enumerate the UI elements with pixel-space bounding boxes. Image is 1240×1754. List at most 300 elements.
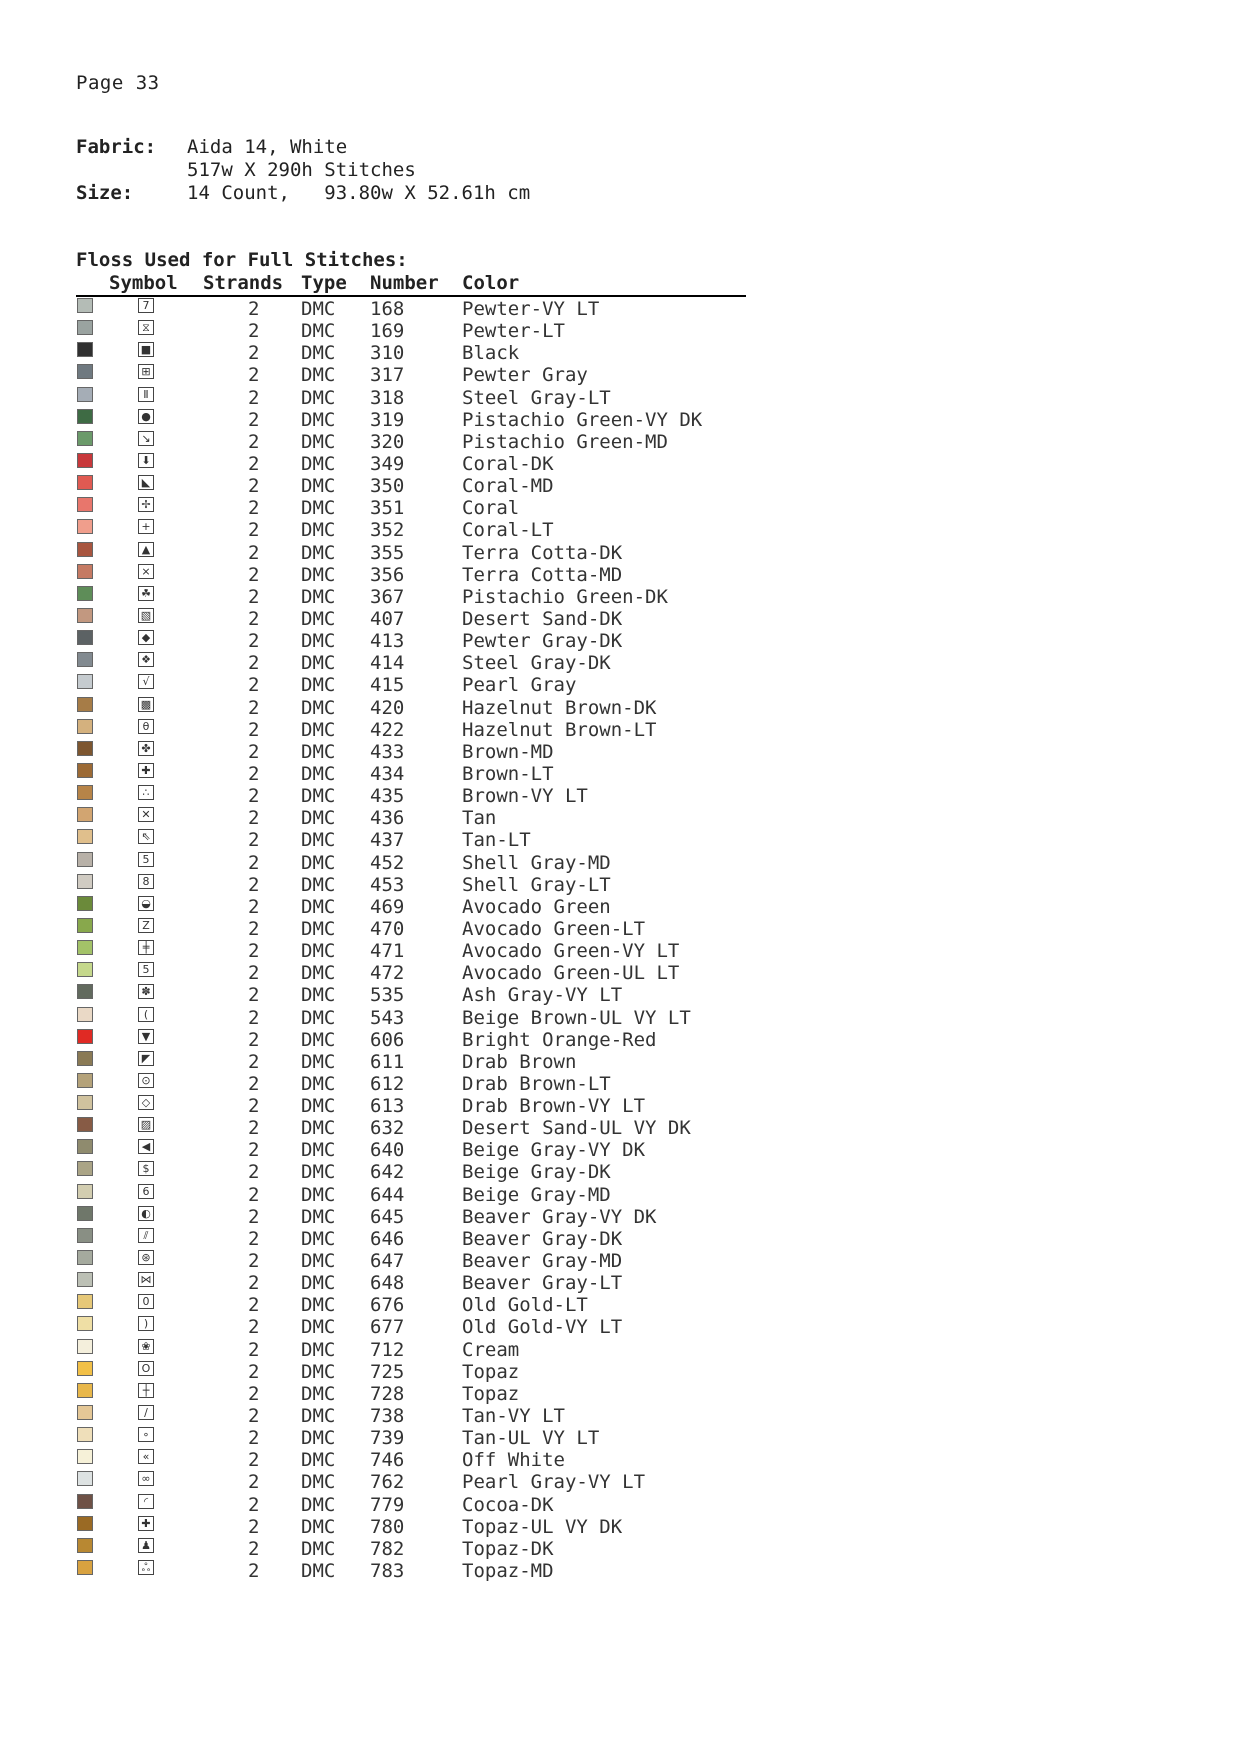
color-swatch	[77, 874, 93, 889]
table-row	[76, 585, 746, 607]
fabric-label: Fabric:	[76, 136, 157, 158]
color-swatch	[77, 1405, 93, 1420]
number-value: 640	[370, 1139, 405, 1162]
strands-value: 2	[248, 430, 260, 453]
color-swatch	[77, 719, 93, 734]
type-value: DMC	[301, 1272, 336, 1295]
color-swatch	[77, 542, 93, 557]
type-value: DMC	[301, 585, 336, 608]
type-value: DMC	[301, 917, 336, 940]
symbol-icon: ╪	[138, 940, 154, 955]
table-row	[76, 1515, 746, 1537]
symbol-icon: ஃ	[138, 1560, 154, 1575]
color-swatch	[77, 674, 93, 689]
symbol-icon: ◤	[138, 1051, 154, 1066]
type-value: DMC	[301, 430, 336, 453]
color-name: Beige Gray-DK	[462, 1161, 611, 1184]
color-name: Hazelnut Brown-LT	[462, 718, 657, 741]
number-value: 415	[370, 674, 405, 697]
strands-value: 2	[248, 674, 260, 697]
color-name: Drab Brown-LT	[462, 1072, 611, 1095]
strands-value: 2	[248, 1294, 260, 1317]
number-value: 310	[370, 342, 405, 365]
strands-value: 2	[248, 1471, 260, 1494]
table-row	[76, 319, 746, 341]
strands-value: 2	[248, 807, 260, 830]
number-value: 407	[370, 607, 405, 630]
symbol-icon: ◣	[138, 475, 154, 490]
table-row	[76, 1094, 746, 1116]
type-value: DMC	[301, 718, 336, 741]
color-name: Desert Sand-UL VY DK	[462, 1117, 691, 1140]
strands-value: 2	[248, 718, 260, 741]
number-value: 436	[370, 807, 405, 830]
table-row	[76, 607, 746, 629]
number-value: 780	[370, 1515, 405, 1538]
color-swatch	[77, 320, 93, 335]
strands-value: 2	[248, 1028, 260, 1051]
table-row	[76, 386, 746, 408]
table-row	[76, 1382, 746, 1404]
number-value: 644	[370, 1183, 405, 1206]
type-value: DMC	[301, 497, 336, 520]
type-value: DMC	[301, 807, 336, 830]
strands-value: 2	[248, 475, 260, 498]
type-value: DMC	[301, 1183, 336, 1206]
color-name: Ash Gray-VY LT	[462, 984, 623, 1007]
number-value: 645	[370, 1205, 405, 1228]
number-value: 349	[370, 452, 405, 475]
table-row	[76, 1293, 746, 1315]
color-swatch	[77, 1228, 93, 1243]
type-value: DMC	[301, 696, 336, 719]
table-row	[76, 1559, 746, 1581]
color-name: Old Gold-LT	[462, 1294, 588, 1317]
table-row	[76, 961, 746, 983]
color-swatch	[77, 763, 93, 778]
number-value: 470	[370, 917, 405, 940]
color-swatch	[77, 1449, 93, 1464]
number-value: 642	[370, 1161, 405, 1184]
type-value: DMC	[301, 1117, 336, 1140]
symbol-icon: ◜	[138, 1494, 154, 1509]
symbol-icon: ∘	[138, 1427, 154, 1442]
color-name: Topaz	[462, 1360, 520, 1383]
symbol-icon: ❀	[138, 1339, 154, 1354]
number-value: 472	[370, 962, 405, 985]
table-row	[76, 895, 746, 917]
symbol-icon: ∞	[138, 1471, 154, 1486]
symbol-icon: ✕	[138, 807, 154, 822]
color-name: Old Gold-VY LT	[462, 1316, 623, 1339]
symbol-icon: )	[138, 1316, 154, 1331]
symbol-icon: $	[138, 1161, 154, 1176]
header-type: Type	[301, 272, 347, 294]
table-row	[76, 1072, 746, 1094]
table-row	[76, 363, 746, 385]
strands-value: 2	[248, 1205, 260, 1228]
type-value: DMC	[301, 1449, 336, 1472]
type-value: DMC	[301, 1227, 336, 1250]
color-swatch	[77, 1051, 93, 1066]
color-name: Coral-LT	[462, 519, 554, 542]
color-swatch	[77, 1073, 93, 1088]
symbol-icon: ⨯	[138, 564, 154, 579]
table-row	[76, 1404, 746, 1426]
number-value: 471	[370, 940, 405, 963]
color-name: Pistachio Green-MD	[462, 430, 668, 453]
color-name: Pearl Gray-VY LT	[462, 1471, 646, 1494]
symbol-icon: «	[138, 1449, 154, 1464]
strands-value: 2	[248, 386, 260, 409]
symbol-icon: ⊙	[138, 1073, 154, 1088]
number-value: 453	[370, 873, 405, 896]
strands-value: 2	[248, 1405, 260, 1428]
number-value: 738	[370, 1405, 405, 1428]
number-value: 352	[370, 519, 405, 542]
color-swatch	[77, 1095, 93, 1110]
strands-value: 2	[248, 364, 260, 387]
strands-value: 2	[248, 785, 260, 808]
number-value: 414	[370, 652, 405, 675]
symbol-icon: √	[138, 674, 154, 689]
color-swatch	[77, 1494, 93, 1509]
symbol-icon: 5	[138, 852, 154, 867]
strands-value: 2	[248, 1161, 260, 1184]
table-row	[76, 430, 746, 452]
table-header	[76, 271, 746, 297]
color-name: Beaver Gray-MD	[462, 1250, 623, 1273]
color-name: Steel Gray-LT	[462, 386, 611, 409]
color-swatch	[77, 1383, 93, 1398]
type-value: DMC	[301, 519, 336, 542]
number-value: 320	[370, 430, 405, 453]
strands-value: 2	[248, 1382, 260, 1405]
color-name: Terra Cotta-DK	[462, 541, 623, 564]
type-value: DMC	[301, 1028, 336, 1051]
symbol-icon: ✤	[138, 741, 154, 756]
strands-value: 2	[248, 320, 260, 343]
color-swatch	[77, 453, 93, 468]
color-swatch	[77, 1361, 93, 1376]
type-value: DMC	[301, 762, 336, 785]
number-value: 433	[370, 740, 405, 763]
strands-value: 2	[248, 1050, 260, 1073]
symbol-icon: ⋈	[138, 1272, 154, 1287]
type-value: DMC	[301, 630, 336, 653]
table-row	[76, 1183, 746, 1205]
table-row	[76, 806, 746, 828]
color-name: Avocado Green	[462, 895, 611, 918]
color-name: Pewter Gray-DK	[462, 630, 623, 653]
table-row	[76, 1360, 746, 1382]
color-swatch	[77, 1538, 93, 1553]
strands-value: 2	[248, 962, 260, 985]
strands-value: 2	[248, 519, 260, 542]
color-swatch	[77, 475, 93, 490]
color-name: Brown-LT	[462, 762, 554, 785]
strands-value: 2	[248, 696, 260, 719]
color-name: Beige Gray-VY DK	[462, 1139, 646, 1162]
table-row	[76, 1116, 746, 1138]
color-name: Avocado Green-VY LT	[462, 940, 680, 963]
symbol-icon: O	[138, 1361, 154, 1376]
symbol-icon: ▲	[138, 542, 154, 557]
symbol-icon: ▨	[138, 1117, 154, 1132]
number-value: 413	[370, 630, 405, 653]
color-swatch	[77, 1339, 93, 1354]
type-value: DMC	[301, 364, 336, 387]
color-name: Tan-LT	[462, 829, 531, 852]
color-name: Topaz-UL VY DK	[462, 1515, 623, 1538]
color-name: Pewter-VY LT	[462, 298, 600, 320]
type-value: DMC	[301, 851, 336, 874]
color-swatch	[77, 519, 93, 534]
color-name: Topaz	[462, 1382, 520, 1405]
table-row	[76, 873, 746, 895]
symbol-icon: ⊞	[138, 364, 154, 379]
number-value: 725	[370, 1360, 405, 1383]
color-swatch	[77, 741, 93, 756]
symbol-icon: ⬇	[138, 453, 154, 468]
strands-value: 2	[248, 1072, 260, 1095]
symbol-icon: ●	[138, 409, 154, 424]
symbol-icon: 7	[138, 298, 154, 313]
color-name: Beige Brown-UL VY LT	[462, 1006, 691, 1029]
color-name: Coral	[462, 497, 520, 520]
table-row	[76, 1426, 746, 1448]
table-row	[76, 939, 746, 961]
type-value: DMC	[301, 674, 336, 697]
symbol-icon: ♟	[138, 1538, 154, 1553]
table-row	[76, 496, 746, 518]
table-body	[76, 297, 746, 1581]
symbol-icon: (	[138, 1007, 154, 1022]
number-value: 676	[370, 1294, 405, 1317]
table-row	[76, 1493, 746, 1515]
color-name: Brown-VY LT	[462, 785, 588, 808]
strands-value: 2	[248, 740, 260, 763]
symbol-icon: ↘	[138, 431, 154, 446]
strands-value: 2	[248, 1227, 260, 1250]
color-name: Hazelnut Brown-DK	[462, 696, 657, 719]
table-row	[76, 651, 746, 673]
floss-table	[76, 271, 746, 1581]
color-name: Beaver Gray-VY DK	[462, 1205, 657, 1228]
color-swatch	[77, 1184, 93, 1199]
table-row	[76, 541, 746, 563]
number-value: 469	[370, 895, 405, 918]
strands-value: 2	[248, 452, 260, 475]
symbol-icon: ■	[138, 342, 154, 357]
table-row	[76, 1050, 746, 1072]
number-value: 437	[370, 829, 405, 852]
number-value: 318	[370, 386, 405, 409]
strands-value: 2	[248, 1449, 260, 1472]
strands-value: 2	[248, 1117, 260, 1140]
color-name: Cream	[462, 1338, 520, 1361]
table-row	[76, 1338, 746, 1360]
type-value: DMC	[301, 1427, 336, 1450]
number-value: 168	[370, 298, 405, 320]
number-value: 762	[370, 1471, 405, 1494]
strands-value: 2	[248, 1338, 260, 1361]
strands-value: 2	[248, 342, 260, 365]
color-swatch	[77, 1250, 93, 1265]
strands-value: 2	[248, 984, 260, 1007]
number-value: 434	[370, 762, 405, 785]
color-name: Off White	[462, 1449, 565, 1472]
header-color: Color	[462, 272, 520, 294]
symbol-icon: θ	[138, 719, 154, 734]
number-value: 367	[370, 585, 405, 608]
color-swatch	[77, 1007, 93, 1022]
number-value: 422	[370, 718, 405, 741]
strands-value: 2	[248, 1095, 260, 1118]
symbol-icon: ✚	[138, 763, 154, 778]
type-value: DMC	[301, 962, 336, 985]
table-row	[76, 452, 746, 474]
color-swatch	[77, 298, 93, 313]
color-name: Steel Gray-DK	[462, 652, 611, 675]
size-value: 14 Count, 93.80w X 52.61h cm	[187, 182, 531, 204]
symbol-icon: ◇	[138, 1095, 154, 1110]
color-swatch	[77, 1117, 93, 1132]
fabric-stitches: 517w X 290h Stitches	[187, 159, 416, 181]
color-name: Avocado Green-UL LT	[462, 962, 680, 985]
color-name: Tan-UL VY LT	[462, 1427, 600, 1450]
color-swatch	[77, 1206, 93, 1221]
type-value: DMC	[301, 1493, 336, 1516]
table-row	[76, 1271, 746, 1293]
strands-value: 2	[248, 630, 260, 653]
table-row	[76, 740, 746, 762]
number-value: 648	[370, 1272, 405, 1295]
header-number: Number	[370, 272, 439, 294]
symbol-icon: ▩	[138, 697, 154, 712]
type-value: DMC	[301, 452, 336, 475]
strands-value: 2	[248, 1493, 260, 1516]
number-value: 647	[370, 1250, 405, 1273]
strands-value: 2	[248, 917, 260, 940]
type-value: DMC	[301, 1338, 336, 1361]
table-row	[76, 828, 746, 850]
symbol-icon: ✚	[138, 1516, 154, 1531]
fabric-info	[76, 136, 530, 205]
strands-value: 2	[248, 829, 260, 852]
type-value: DMC	[301, 1515, 336, 1538]
number-value: 632	[370, 1117, 405, 1140]
table-row	[76, 1227, 746, 1249]
symbol-icon: ◆	[138, 630, 154, 645]
color-swatch	[77, 1272, 93, 1287]
type-value: DMC	[301, 1205, 336, 1228]
type-value: DMC	[301, 984, 336, 1007]
type-value: DMC	[301, 1471, 336, 1494]
color-swatch	[77, 1560, 93, 1575]
strands-value: 2	[248, 1250, 260, 1273]
color-swatch	[77, 387, 93, 402]
type-value: DMC	[301, 563, 336, 586]
strands-value: 2	[248, 873, 260, 896]
number-value: 613	[370, 1095, 405, 1118]
type-value: DMC	[301, 1050, 336, 1073]
color-swatch	[77, 962, 93, 977]
color-name: Avocado Green-LT	[462, 917, 646, 940]
table-row	[76, 784, 746, 806]
symbol-icon: ☘	[138, 586, 154, 601]
strands-value: 2	[248, 1427, 260, 1450]
color-name: Tan-VY LT	[462, 1405, 565, 1428]
symbol-icon: ▼	[138, 1029, 154, 1044]
color-name: Beaver Gray-DK	[462, 1227, 623, 1250]
table-row	[76, 1160, 746, 1182]
number-value: 783	[370, 1560, 405, 1583]
strands-value: 2	[248, 541, 260, 564]
symbol-icon: ⇖	[138, 829, 154, 844]
strands-value: 2	[248, 563, 260, 586]
color-name: Bright Orange-Red	[462, 1028, 657, 1051]
color-swatch	[77, 852, 93, 867]
type-value: DMC	[301, 607, 336, 630]
strands-value: 2	[248, 652, 260, 675]
color-swatch	[77, 1139, 93, 1154]
color-swatch	[77, 497, 93, 512]
symbol-icon: ◀	[138, 1139, 154, 1154]
strands-value: 2	[248, 1139, 260, 1162]
type-value: DMC	[301, 298, 336, 320]
color-swatch	[77, 1516, 93, 1531]
type-value: DMC	[301, 1161, 336, 1184]
color-swatch	[77, 697, 93, 712]
table-row	[76, 1028, 746, 1050]
type-value: DMC	[301, 1139, 336, 1162]
color-name: Beige Gray-MD	[462, 1183, 611, 1206]
type-value: DMC	[301, 1382, 336, 1405]
color-swatch	[77, 1161, 93, 1176]
table-row	[76, 1138, 746, 1160]
strands-value: 2	[248, 1360, 260, 1383]
symbol-icon: Z	[138, 918, 154, 933]
table-row	[76, 851, 746, 873]
color-name: Topaz-MD	[462, 1560, 554, 1583]
color-name: Black	[462, 342, 520, 365]
symbol-icon: ✽	[138, 984, 154, 999]
color-swatch	[77, 564, 93, 579]
strands-value: 2	[248, 1560, 260, 1583]
color-swatch	[77, 652, 93, 667]
color-name: Shell Gray-MD	[462, 851, 611, 874]
strands-value: 2	[248, 762, 260, 785]
symbol-icon: ┼	[138, 1383, 154, 1398]
type-value: DMC	[301, 940, 336, 963]
table-row	[76, 1537, 746, 1559]
header-symbol: Symbol	[109, 272, 178, 294]
table-row	[76, 1470, 746, 1492]
color-swatch	[77, 1427, 93, 1442]
table-row	[76, 696, 746, 718]
type-value: DMC	[301, 873, 336, 896]
color-name: Pewter-LT	[462, 320, 565, 343]
type-value: DMC	[301, 541, 336, 564]
number-value: 543	[370, 1006, 405, 1029]
type-value: DMC	[301, 1072, 336, 1095]
symbol-icon: ✢	[138, 497, 154, 512]
symbol-icon: 0	[138, 1294, 154, 1309]
type-value: DMC	[301, 1006, 336, 1029]
number-value: 452	[370, 851, 405, 874]
color-swatch	[77, 431, 93, 446]
